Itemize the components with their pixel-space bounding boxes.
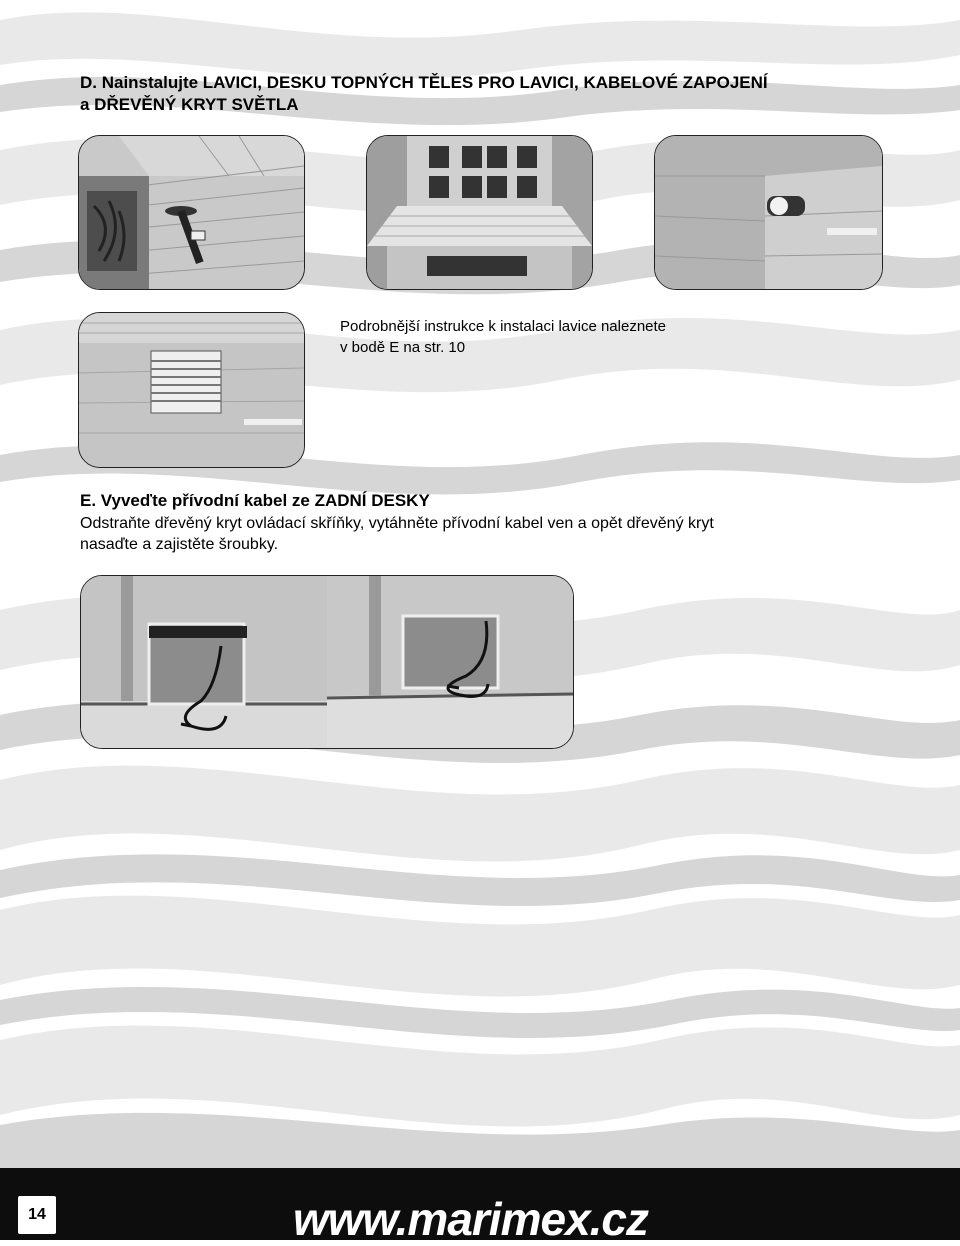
photo-sauna-bench: [366, 135, 593, 290]
section-e-body-line2: nasaďte a zajistěte šroubky.: [80, 536, 279, 553]
photo-back-panel-cable: [80, 575, 574, 749]
installation-note-line2: v bodě E na str. 10: [340, 339, 466, 356]
installation-note: [340, 316, 840, 358]
section-e-body: [80, 513, 900, 555]
installation-note-line1: Podrobnější instrukce k instalaci lavice naleznete: [340, 318, 667, 335]
section-d-heading-line1: D. Nainstalujte LAVICI, DESKU TOPNÝCH TĚLES PRO LAVICI, KABELOVÉ ZAPOJENÍ: [80, 73, 768, 92]
photo-light-socket: [654, 135, 883, 290]
section-e-body-line1: Odstraňte dřevěný kryt ovládací skříňky, vytáhněte přívodní kabel ven a opět dřevěný kryt: [80, 515, 714, 532]
section-e-heading: E. Vyveďte přívodní kabel ze ZADNÍ DESKY: [80, 491, 430, 510]
section-d-heading-line2: a DŘEVĚNÝ KRYT SVĚTLA: [80, 95, 299, 114]
website-link[interactable]: www.marimex.cz: [293, 1193, 649, 1245]
section-d-heading: [80, 72, 910, 116]
page-number: 14: [18, 1196, 56, 1234]
photo-ceiling-wiring: [78, 135, 305, 290]
photo-light-cover: [78, 312, 305, 468]
